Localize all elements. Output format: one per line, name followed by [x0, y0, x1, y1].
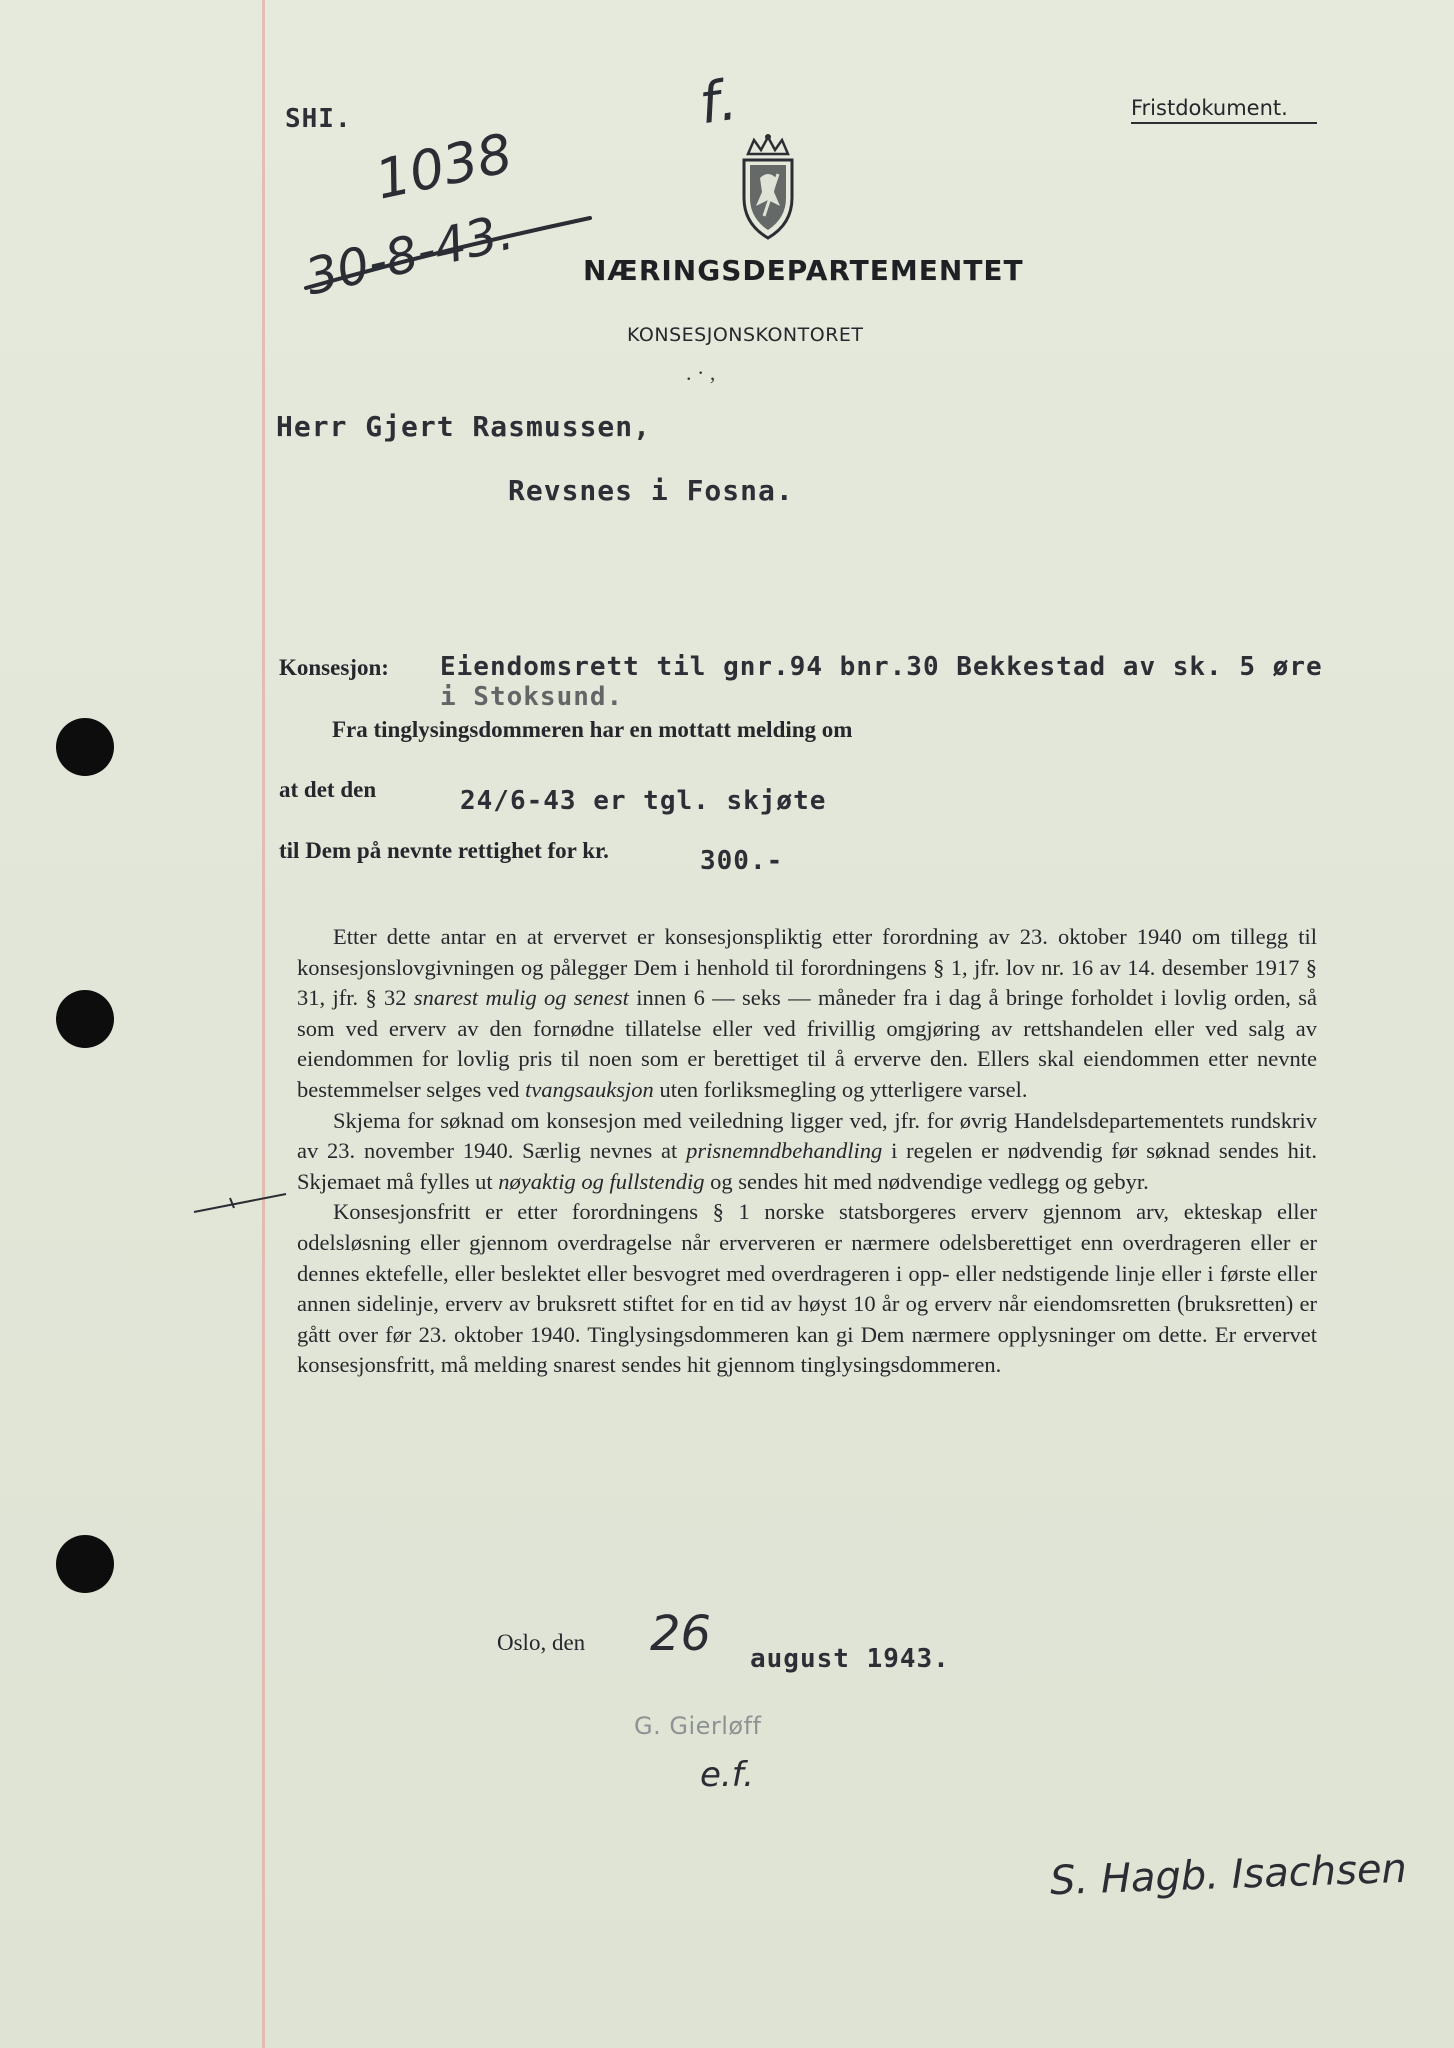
- punch-hole-top: [56, 718, 114, 776]
- margin-rule: [262, 0, 265, 2048]
- dot-marks: . · ,: [686, 360, 716, 385]
- body-text: [297, 922, 1317, 1381]
- punch-hole-middle: [56, 990, 114, 1048]
- fra-line: Fra tinglysingsdommeren har en mottatt melding om: [332, 717, 853, 742]
- konsesjon-value-line1: Eiendomsrett til gnr.94 bnr.30 Bekkestad av sk. 5 øre: [440, 652, 1323, 682]
- handwritten-underline: [300, 210, 600, 300]
- doc-type-underline: [1131, 122, 1317, 124]
- konsesjon-label: Konsesjon:: [279, 655, 389, 680]
- paragraph-2: Skjema for søknad om konsesjon med veiledning ligger ved, jfr. for øvrig Handelsdepartementets rundskriv av 23. november 1940. Særlig nevnes at prisnemndbehandling i regelen er nødvendig før søknad sendes hit. Skjemaet må fylles ut nøyaktig og fullstendig og sendes hit med nødvendige vedlegg og gebyr.: [297, 1107, 1318, 1194]
- office-title: KONSESJONSKONTORET: [627, 324, 864, 346]
- department-title: NÆRINGSDEPARTEMENTET: [583, 254, 1024, 287]
- handwritten-date: 30-8-43.: [300, 202, 519, 307]
- signature-day: 26: [650, 1606, 712, 1662]
- addressee-name: Herr Gjert Rasmussen,: [276, 410, 652, 443]
- paragraph-1: Etter dette antar en at ervervet er konsesjonspliktig etter forordning av 23. oktober 1940 om tillegg til konsesjonslovgivningen og pålegger Dem i henhold til forordningens § 1, jfr. lov nr. 16 av 14. desember 1917 § 31, jfr. § 32 snarest mulig og senest innen 6 — seks — måneder fra i dag å bringe forholdet i lovlig orden, så som ved erverv av den fornødne tillatelse eller ved frivillig omgjøring av rettshandelen eller ved salg av eiendommen for lovlig pris til noen som er berettiget til å erverve den. Ellers skal eiendommen etter nevnte bestemmelser selges ved tvangsauksjon uten forliksmegling og ytterligere varsel.: [297, 924, 1317, 1102]
- punch-hole-bottom: [56, 1535, 114, 1593]
- margin-pen-mark: [190, 1188, 290, 1218]
- place-label: Oslo, den: [497, 1630, 586, 1655]
- coat-of-arms-icon: [734, 134, 802, 242]
- stamp-name: G. Gierløff: [634, 1712, 762, 1740]
- paragraph-3: Konsesjonsfritt er etter forordningens § 1 norske statsborgeres erverv gjennom arv, ekteskap eller odelsløsning eller gjennom overdragelse når erververen er nærmere odelsberettiget enn overdrageren eller er dennes ektefelle, eller beslektet eller besvogret med overdrageren i opp- eller nedstigende linje eller i første eller annen sidelinje, erverv av bruksrett stiftet for en tid av høyst 10 år og erverv når eiendomsretten (bruksretten) er gått over før 23. oktober 1940. Tinglysingsdommeren kan gi Dem nærmere opplysninger om dette. Er ervervet konsesjonsfritt, må melding snarest sendes hit gjennom tinglysingsdommeren.: [297, 1199, 1317, 1378]
- corner-code: SHI.: [285, 104, 352, 134]
- handwritten-signature: S. Hagb. Isachsen: [1049, 1845, 1408, 1905]
- at-det-label: at det den: [279, 777, 377, 802]
- signature-month-year: august 1943.: [750, 1644, 950, 1674]
- konsesjon-value-line2: i Stoksund.: [440, 682, 624, 712]
- handwritten-number: 1038: [370, 121, 518, 212]
- handwritten-initial: f.: [695, 67, 741, 138]
- stamp-initials: e.f.: [700, 1755, 754, 1795]
- at-det-value: 24/6-43 er tgl. skjøte: [460, 786, 827, 816]
- addressee-place: Revsnes i Fosna.: [508, 474, 794, 507]
- til-dem-label: til Dem på nevnte rettighet for kr.: [279, 838, 609, 863]
- doc-type-label: Fristdokument.: [1131, 96, 1288, 120]
- til-dem-value: 300.-: [700, 846, 784, 876]
